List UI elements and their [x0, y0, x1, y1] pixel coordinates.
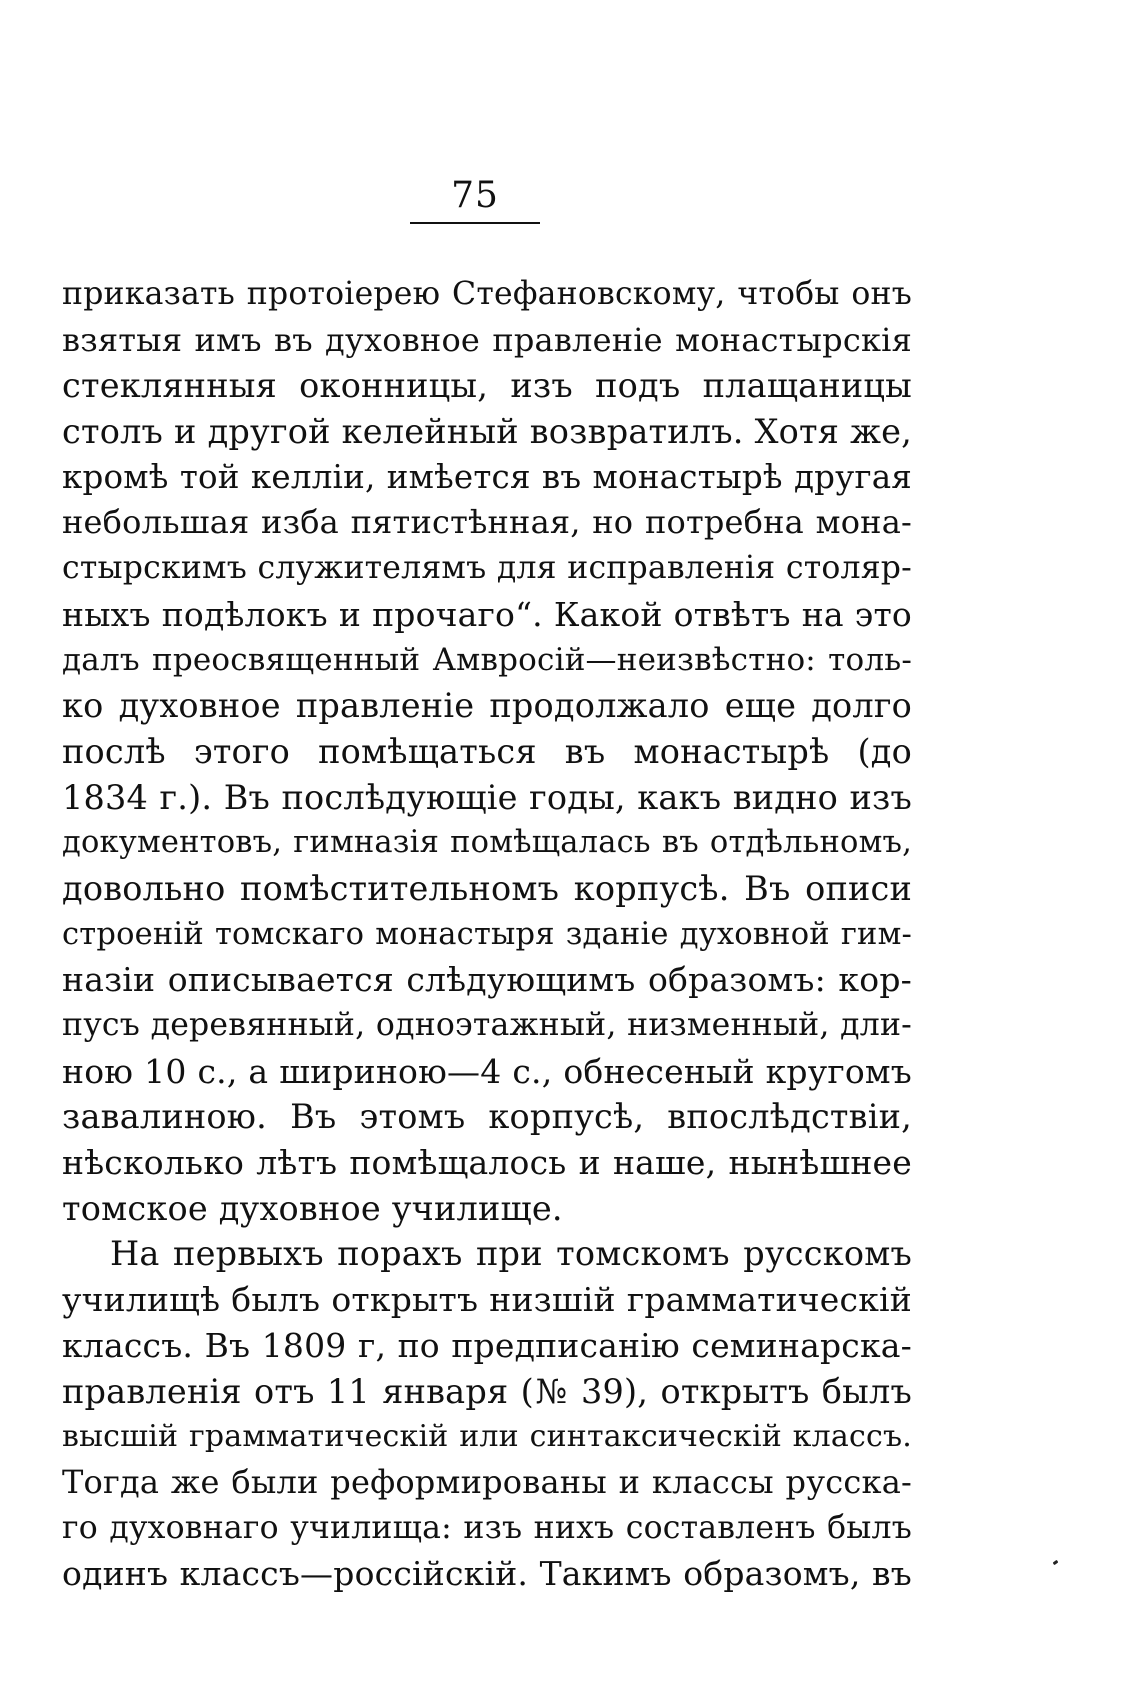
- text-line: ныхъ подѣлокъ и прочаго“. Какой отвѣтъ на это: [62, 594, 912, 634]
- text-line: томское духовное училище.: [62, 1188, 563, 1228]
- text-line: ною 10 с., а шириною—4 с., обнесеный кругомъ: [62, 1051, 912, 1091]
- text-line: Тогда же были реформированы и классы русска-: [62, 1462, 912, 1501]
- text-line: 1834 г.). Въ послѣдующіе годы, какъ видно изъ: [62, 777, 912, 817]
- paragraph-1: [62, 272, 912, 1231]
- text-line: послѣ этого помѣщаться въ монастырѣ (до: [62, 731, 912, 771]
- text-line: правленія отъ 11 января (№ 39), открытъ былъ: [62, 1371, 912, 1411]
- text-line: ко духовное правленіе продолжало еще долго: [62, 686, 912, 726]
- text-line: На первыхъ порахъ при томскомъ русскомъ: [110, 1234, 912, 1274]
- text-line: кромѣ той келліи, имѣется въ монастырѣ другая: [62, 457, 912, 496]
- text-line: стеклянныя оконницы, изъ подъ плащаницы: [62, 366, 912, 406]
- text-line: назіи описывается слѣдующимъ образомъ: кор-: [62, 960, 912, 1000]
- body-text: [62, 272, 912, 1597]
- text-line: документовъ, гимназія помѣщалась въ отдѣльномъ,: [62, 825, 912, 861]
- text-line: строеній томскаго монастыря зданіе духовной гим-: [62, 916, 912, 952]
- text-line: стырскимъ служителямъ для исправленія столяр-: [62, 550, 912, 587]
- text-line: довольно помѣстительномъ корпусѣ. Въ описи: [62, 868, 912, 908]
- text-line: училищѣ былъ открытъ низшій грамматическій: [62, 1280, 912, 1320]
- text-line: го духовнаго училища: изъ нихъ составленъ былъ: [62, 1509, 912, 1546]
- text-line: далъ преосвященный Амвросій—неизвѣстно: толь-: [62, 641, 912, 678]
- text-line: столъ и другой келейный возвратилъ. Хотя же,: [62, 412, 912, 452]
- text-line: нѣсколько лѣтъ помѣщалось и наше, нынѣшнее: [62, 1143, 912, 1183]
- paragraph-2: [62, 1231, 912, 1597]
- page-number-rule: [410, 222, 540, 224]
- ink-speck: [1053, 1560, 1059, 1565]
- text-line: классъ. Въ 1809 г, по предписанію семинарска-: [62, 1325, 912, 1365]
- text-line: небольшая изба пятистѣнная, но потребна мона-: [62, 503, 912, 542]
- text-line: приказать протоіерею Стефановскому, чтобы онъ: [62, 276, 912, 312]
- text-line: одинъ классъ—россійскій. Такимъ образомъ, въ: [62, 1554, 912, 1594]
- text-line: высшій грамматическій или синтаксическій классъ.: [62, 1419, 912, 1455]
- text-line: пусъ деревянный, одноэтажный, низменный, дли-: [62, 1007, 912, 1043]
- text-line: завалиною. Въ этомъ корпусѣ, впослѣдствіи,: [62, 1097, 912, 1137]
- page-number: 75: [451, 175, 499, 216]
- text-line: взятыя имъ въ духовное правленіе монастырскія: [62, 320, 912, 359]
